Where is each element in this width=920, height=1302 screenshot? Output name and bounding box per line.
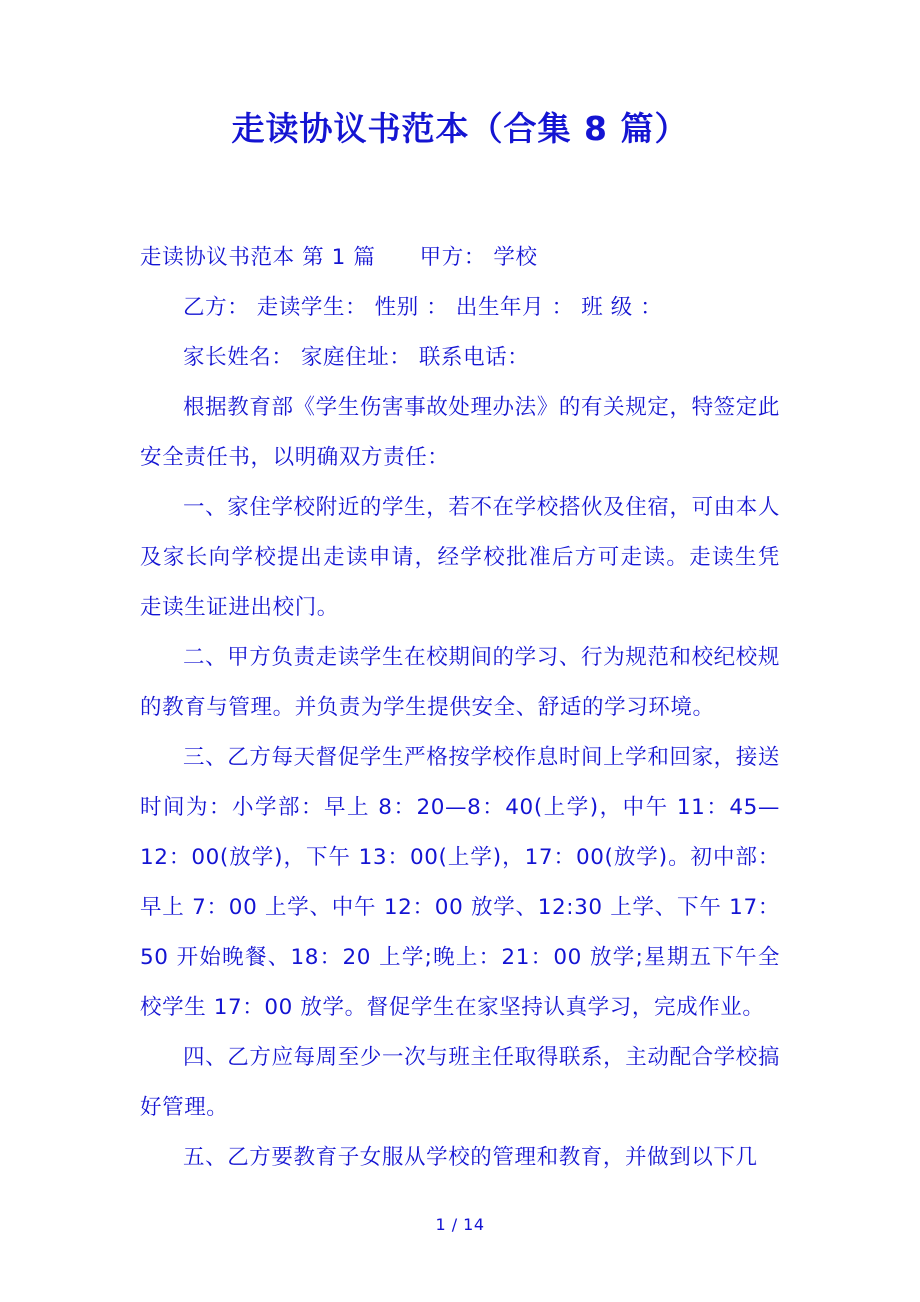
paragraph-7: 三、乙方每天督促学生严格按学校作息时间上学和回家，接送时间为：小学部：早上 8：20—8：40(上学)，中午 11：45—12：00(放学)，下午 13：00(上学)，17：00(放学)。初中部：早上 7：00 上学、中午 12：00 放学、12:30 上学、下午 17：50 开始晚餐、18：20 上学;晚上：21：00 放学;星期五下午全校学生 17：00 放学。督促学生在家坚持认真学习，完成作业。 — [140, 744, 780, 1020]
page-title: 走读协议书范本（合集 8 篇） — [231, 109, 689, 148]
paragraph-2: 乙方： 走读学生： 性别 ： 出生年月 ： 班 级 ： — [183, 294, 663, 320]
document-body — [140, 233, 780, 1183]
paragraph-8: 四、乙方应每周至少一次与班主任取得联系，主动配合学校搞好管理。 — [140, 1044, 780, 1120]
paragraph-3: 家长姓名： 家庭住址： 联系电话： — [183, 344, 530, 370]
paragraph-5: 一、家住学校附近的学生，若不在学校搭伙及住宿，可由本人及家长向学校提出走读申请，经学校批准后方可走读。走读生凭走读生证进出校门。 — [140, 494, 780, 620]
paragraph-6: 二、甲方负责走读学生在校期间的学习、行为规范和校纪校规的教育与管理。并负责为学生提供安全、舒适的学习环境。 — [140, 644, 780, 720]
paragraph-9: 五、乙方要教育子女服从学校的管理和教育，并做到以下几 — [183, 1144, 758, 1170]
paragraph-1: 走读协议书范本 第 1 篇 甲方： 学校 — [140, 244, 538, 270]
paragraph-4: 根据教育部《学生伤害事故处理办法》的有关规定，特签定此安全责任书，以明确双方责任： — [140, 394, 780, 470]
page-indicator: 1 / 14 — [435, 1215, 485, 1234]
